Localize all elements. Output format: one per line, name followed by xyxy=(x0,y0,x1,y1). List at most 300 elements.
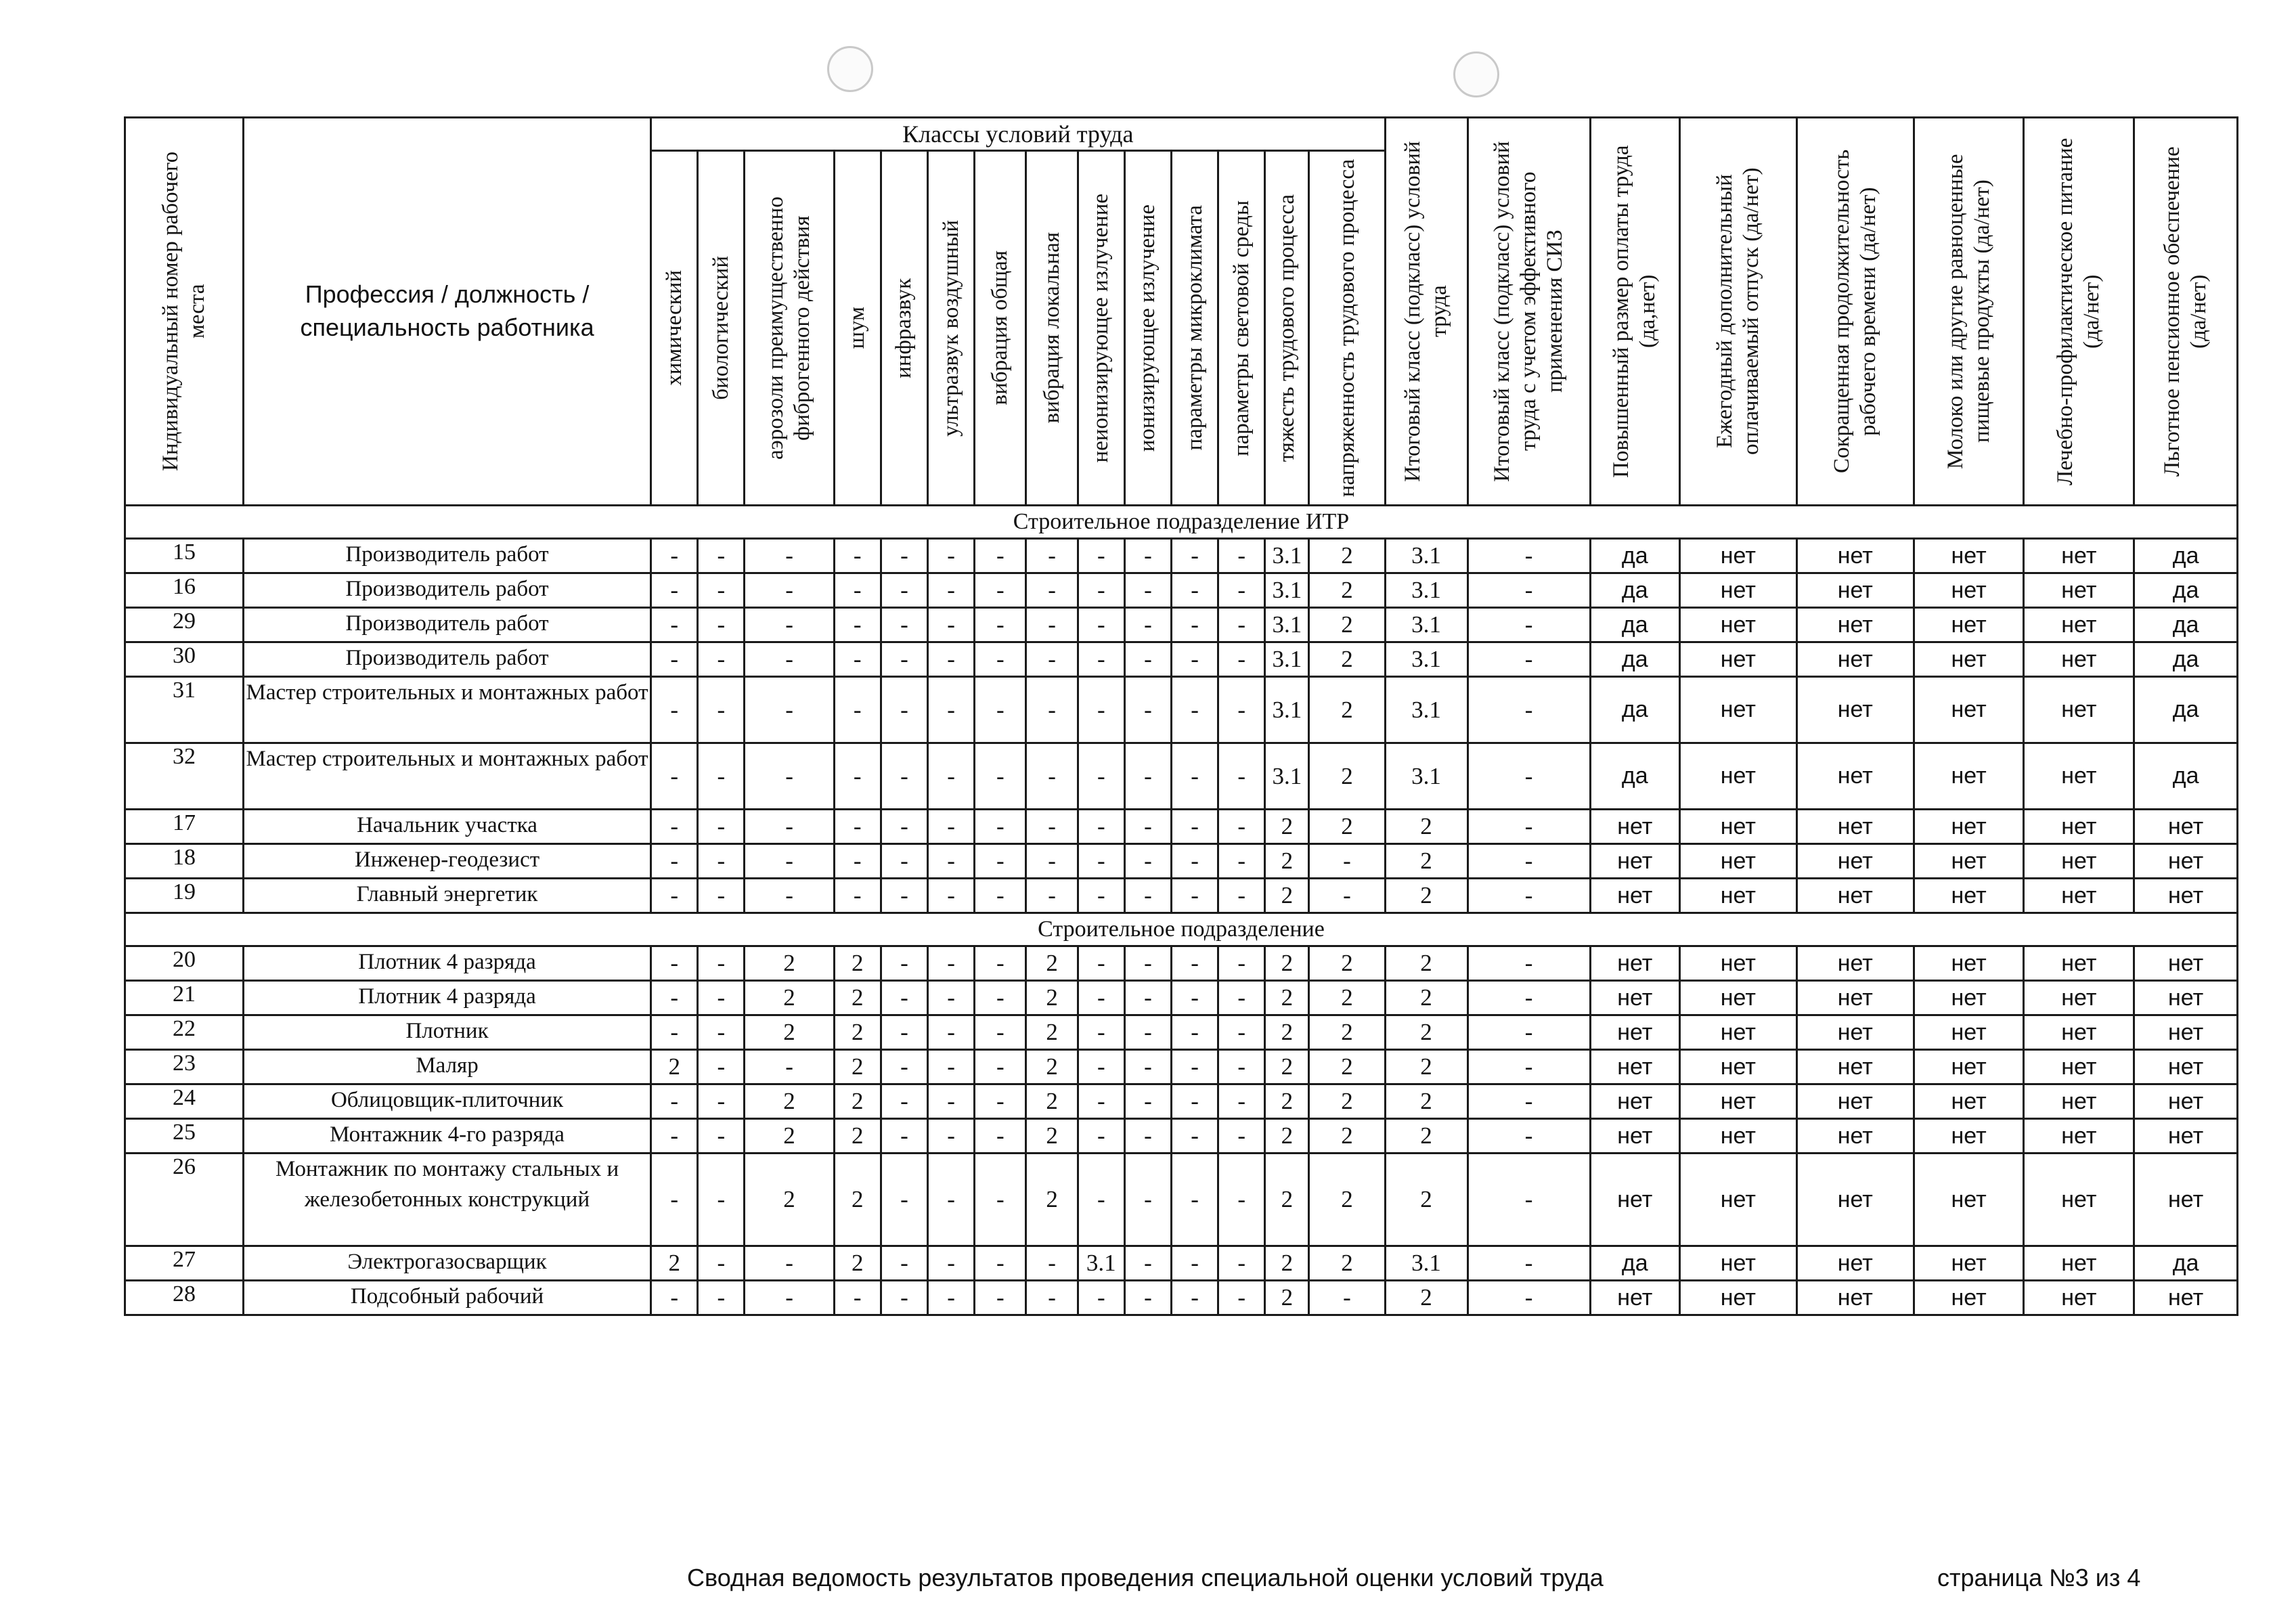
profession-cell: Инженер-геодезист xyxy=(243,844,650,879)
guarantee-cell: нет xyxy=(1796,1281,1914,1315)
factor-class-cell: - xyxy=(975,1015,1026,1050)
factor-class-cell: - xyxy=(1124,677,1171,743)
factor-class-cell: - xyxy=(881,642,927,677)
guarantee-cell: да xyxy=(1590,677,1679,743)
factor-class-cell: - xyxy=(651,1281,698,1315)
factor-class-cell: - xyxy=(651,539,698,573)
factor-class-cell: - xyxy=(834,608,881,642)
header-factor: химический xyxy=(651,151,698,506)
factor-class-cell: - xyxy=(834,573,881,608)
final-class-siz-cell: - xyxy=(1467,743,1590,810)
table-row xyxy=(125,1154,2238,1246)
guarantee-cell: нет xyxy=(1796,642,1914,677)
factor-class-cell: 2 xyxy=(1026,1119,1078,1154)
factor-class-cell: - xyxy=(1078,677,1124,743)
factor-class-cell: - xyxy=(1078,743,1124,810)
factor-class-cell: - xyxy=(1078,608,1124,642)
factor-class-cell: - xyxy=(1218,642,1265,677)
factor-class-cell: - xyxy=(1078,642,1124,677)
factor-class-cell: - xyxy=(1124,1015,1171,1050)
guarantee-cell: нет xyxy=(1796,1084,1914,1119)
factor-class-cell: - xyxy=(745,608,834,642)
guarantee-cell: нет xyxy=(2134,810,2238,844)
guarantee-cell: нет xyxy=(1914,1015,2024,1050)
workplace-number-cell: 18 xyxy=(125,844,244,879)
factor-class-cell: - xyxy=(1078,810,1124,844)
factor-class-cell: 2 xyxy=(1309,642,1385,677)
header-factor: биологический xyxy=(698,151,745,506)
factor-class-cell: - xyxy=(1218,879,1265,913)
final-class-siz-cell: - xyxy=(1467,539,1590,573)
factor-class-cell: - xyxy=(698,1084,745,1119)
guarantee-cell: да xyxy=(2134,1246,2238,1281)
factor-class-cell: 2 xyxy=(1309,1084,1385,1119)
header-factor: вибрация общая xyxy=(975,151,1026,506)
factor-class-cell: - xyxy=(834,810,881,844)
factor-class-cell: - xyxy=(1078,981,1124,1015)
factor-class-cell: - xyxy=(881,1246,927,1281)
factor-class-cell: - xyxy=(1026,539,1078,573)
factor-class-cell: - xyxy=(698,879,745,913)
guarantee-cell: нет xyxy=(2024,981,2134,1015)
final-class-cell: 2 xyxy=(1385,1050,1467,1084)
factor-class-cell: 3.1 xyxy=(1265,573,1309,608)
workplace-number-cell: 21 xyxy=(125,981,244,1015)
factor-class-cell: - xyxy=(1172,1119,1218,1154)
factor-class-cell: - xyxy=(881,1050,927,1084)
factor-class-cell: 2 xyxy=(745,946,834,981)
factor-class-cell: 2 xyxy=(834,981,881,1015)
factor-class-cell: - xyxy=(1172,642,1218,677)
factor-class-cell: - xyxy=(927,1281,974,1315)
guarantee-cell: нет xyxy=(2024,1246,2134,1281)
factor-class-cell: 3.1 xyxy=(1265,743,1309,810)
factor-class-cell: - xyxy=(1172,844,1218,879)
guarantee-cell: нет xyxy=(2134,1015,2238,1050)
factor-class-cell: - xyxy=(1172,1050,1218,1084)
factor-class-cell: - xyxy=(1218,810,1265,844)
factor-class-cell: - xyxy=(834,879,881,913)
guarantee-cell: да xyxy=(2134,642,2238,677)
factor-class-cell: - xyxy=(745,743,834,810)
guarantee-cell: нет xyxy=(2134,1050,2238,1084)
table-row xyxy=(125,743,2238,810)
final-class-siz-cell: - xyxy=(1467,608,1590,642)
guarantee-cell: нет xyxy=(1914,1246,2024,1281)
factor-class-cell: - xyxy=(1218,1119,1265,1154)
guarantee-cell: нет xyxy=(1590,1119,1679,1154)
header-guarantee: Молоко или другие равноценные пищевые продукты (да/нет) xyxy=(1914,118,2024,506)
factor-class-cell: - xyxy=(927,1015,974,1050)
factor-class-cell: 3.1 xyxy=(1078,1246,1124,1281)
factor-class-cell: - xyxy=(1309,844,1385,879)
guarantee-cell: да xyxy=(1590,573,1679,608)
final-class-siz-cell: - xyxy=(1467,946,1590,981)
workplace-number-cell: 27 xyxy=(125,1246,244,1281)
guarantee-cell: да xyxy=(2134,677,2238,743)
workplace-number-cell: 23 xyxy=(125,1050,244,1084)
section-row xyxy=(125,506,2238,539)
header-factor: аэрозоли преимущественно фиброгенного действия xyxy=(745,151,834,506)
table-row xyxy=(125,981,2238,1015)
factor-class-cell: - xyxy=(975,1119,1026,1154)
factor-class-cell: 2 xyxy=(1309,1154,1385,1246)
guarantee-cell: нет xyxy=(1796,1246,1914,1281)
guarantee-cell: нет xyxy=(1590,1281,1679,1315)
header-factor: неионизирующее излучение xyxy=(1078,151,1124,506)
header-guarantee: Сокращенная продолжительность рабочего времени (да/нет) xyxy=(1796,118,1914,506)
guarantee-cell: нет xyxy=(1679,677,1796,743)
factor-class-cell: - xyxy=(1078,946,1124,981)
factor-class-cell: - xyxy=(1124,1050,1171,1084)
factor-class-cell: - xyxy=(1026,642,1078,677)
final-class-cell: 2 xyxy=(1385,946,1467,981)
factor-class-cell: 3.1 xyxy=(1265,539,1309,573)
table-row xyxy=(125,1015,2238,1050)
factor-class-cell: - xyxy=(927,1119,974,1154)
factor-class-cell: - xyxy=(1172,1084,1218,1119)
guarantee-cell: да xyxy=(2134,743,2238,810)
guarantee-cell: нет xyxy=(1590,946,1679,981)
factor-class-cell: - xyxy=(975,810,1026,844)
factor-class-cell: - xyxy=(1078,573,1124,608)
profession-cell: Производитель работ xyxy=(243,608,650,642)
document-footer-title: Сводная ведомость результатов проведения специальной оценки условий труда xyxy=(687,1564,1604,1591)
factor-class-cell: - xyxy=(1218,539,1265,573)
factor-class-cell: - xyxy=(975,981,1026,1015)
factor-class-cell: 2 xyxy=(1309,608,1385,642)
guarantee-cell: нет xyxy=(2024,573,2134,608)
profession-cell: Облицовщик-плиточник xyxy=(243,1084,650,1119)
factor-class-cell: - xyxy=(651,608,698,642)
factor-class-cell: - xyxy=(745,573,834,608)
factor-class-cell: - xyxy=(1078,879,1124,913)
factor-class-cell: 2 xyxy=(1309,573,1385,608)
header-factor: параметры световой среды xyxy=(1218,151,1265,506)
factor-class-cell: - xyxy=(927,677,974,743)
final-class-cell: 2 xyxy=(1385,879,1467,913)
factor-class-cell: - xyxy=(881,1119,927,1154)
guarantee-cell: нет xyxy=(2024,1084,2134,1119)
guarantee-cell: нет xyxy=(2024,539,2134,573)
factor-class-cell: - xyxy=(1218,1281,1265,1315)
factor-class-cell: - xyxy=(651,844,698,879)
final-class-siz-cell: - xyxy=(1467,642,1590,677)
header-factor: шум xyxy=(834,151,881,506)
profession-cell: Электрогазосварщик xyxy=(243,1246,650,1281)
profession-cell: Монтажник по монтажу стальных и железобетонных конструкций xyxy=(243,1154,650,1246)
guarantee-cell: нет xyxy=(1679,743,1796,810)
factor-class-cell: - xyxy=(881,743,927,810)
factor-class-cell: - xyxy=(698,642,745,677)
factor-class-cell: - xyxy=(1078,1084,1124,1119)
guarantee-cell: нет xyxy=(2024,1015,2134,1050)
factor-class-cell: - xyxy=(1078,539,1124,573)
profession-cell: Производитель работ xyxy=(243,642,650,677)
final-class-cell: 3.1 xyxy=(1385,642,1467,677)
factor-class-cell: - xyxy=(651,743,698,810)
factor-class-cell: - xyxy=(1078,1050,1124,1084)
guarantee-cell: нет xyxy=(1914,573,2024,608)
final-class-siz-cell: - xyxy=(1467,1246,1590,1281)
guarantee-cell: нет xyxy=(1679,573,1796,608)
factor-class-cell: - xyxy=(975,743,1026,810)
factor-class-cell: 2 xyxy=(1309,1050,1385,1084)
table-row xyxy=(125,608,2238,642)
factor-class-cell: - xyxy=(975,642,1026,677)
header-final-class: Итоговый класс (подкласс) условий труда xyxy=(1385,118,1467,506)
factor-class-cell: - xyxy=(745,844,834,879)
factor-class-cell: - xyxy=(1124,1154,1171,1246)
guarantee-cell: да xyxy=(1590,642,1679,677)
factor-class-cell: 2 xyxy=(745,981,834,1015)
guarantee-cell: нет xyxy=(1590,981,1679,1015)
factor-class-cell: - xyxy=(1124,539,1171,573)
factor-class-cell: - xyxy=(1172,1015,1218,1050)
factor-class-cell: 2 xyxy=(1309,1246,1385,1281)
factor-class-cell: - xyxy=(881,1154,927,1246)
workplace-number-cell: 30 xyxy=(125,642,244,677)
guarantee-cell: нет xyxy=(1679,844,1796,879)
guarantee-cell: нет xyxy=(1796,539,1914,573)
factor-class-cell: - xyxy=(834,677,881,743)
factor-class-cell: - xyxy=(1026,1246,1078,1281)
guarantee-cell: нет xyxy=(2134,981,2238,1015)
factor-class-cell: - xyxy=(1078,1154,1124,1246)
header-final-class-siz: Итоговый класс (подкласс) условий труда с учетом эффективного применения СИЗ xyxy=(1467,118,1590,506)
profession-cell: Маляр xyxy=(243,1050,650,1084)
factor-class-cell: - xyxy=(927,810,974,844)
header-classes-group: Классы условий труда xyxy=(651,118,1385,151)
factor-class-cell: - xyxy=(698,1246,745,1281)
factor-class-cell: - xyxy=(975,573,1026,608)
guarantee-cell: нет xyxy=(2134,879,2238,913)
factor-class-cell: - xyxy=(651,677,698,743)
table-row xyxy=(125,879,2238,913)
factor-class-cell: - xyxy=(975,844,1026,879)
factor-class-cell: - xyxy=(881,981,927,1015)
factor-class-cell: - xyxy=(975,608,1026,642)
factor-class-cell: 2 xyxy=(1309,1119,1385,1154)
header-guarantee: Ежегодный дополнительный оплачиваемый отпуск (да/нет) xyxy=(1679,118,1796,506)
factor-class-cell: - xyxy=(881,608,927,642)
guarantee-cell: нет xyxy=(1679,1281,1796,1315)
factor-class-cell: - xyxy=(1026,1281,1078,1315)
factor-class-cell: - xyxy=(881,677,927,743)
factor-class-cell: 2 xyxy=(834,1154,881,1246)
workplace-number-cell: 26 xyxy=(125,1154,244,1246)
final-class-siz-cell: - xyxy=(1467,810,1590,844)
workplace-number-cell: 25 xyxy=(125,1119,244,1154)
factor-class-cell: - xyxy=(1124,1281,1171,1315)
factor-class-cell: - xyxy=(651,1084,698,1119)
factor-class-cell: - xyxy=(1172,608,1218,642)
factor-class-cell: - xyxy=(975,1050,1026,1084)
table-row xyxy=(125,573,2238,608)
profession-cell: Производитель работ xyxy=(243,573,650,608)
factor-class-cell: - xyxy=(698,539,745,573)
factor-class-cell: - xyxy=(834,1281,881,1315)
factor-class-cell: - xyxy=(1218,608,1265,642)
profession-cell: Мастер строительных и монтажных работ xyxy=(243,677,650,743)
workplace-number-cell: 19 xyxy=(125,879,244,913)
factor-class-cell: - xyxy=(1218,946,1265,981)
guarantee-cell: нет xyxy=(1796,1015,1914,1050)
profession-cell: Мастер строительных и монтажных работ xyxy=(243,743,650,810)
factor-class-cell: - xyxy=(881,879,927,913)
workplace-number-cell: 32 xyxy=(125,743,244,810)
factor-class-cell: - xyxy=(1218,1015,1265,1050)
factor-class-cell: - xyxy=(1172,981,1218,1015)
factor-class-cell: - xyxy=(698,608,745,642)
guarantee-cell: нет xyxy=(1796,1119,1914,1154)
guarantee-cell: да xyxy=(2134,573,2238,608)
header-factor: ультразвук воздушный xyxy=(927,151,974,506)
guarantee-cell: нет xyxy=(2134,1084,2238,1119)
factor-class-cell: - xyxy=(1124,743,1171,810)
factor-class-cell: - xyxy=(1218,981,1265,1015)
factor-class-cell: - xyxy=(1172,946,1218,981)
factor-class-cell: 2 xyxy=(1026,946,1078,981)
factor-class-cell: - xyxy=(1124,981,1171,1015)
final-class-siz-cell: - xyxy=(1467,879,1590,913)
profession-cell: Производитель работ xyxy=(243,539,650,573)
guarantee-cell: нет xyxy=(1679,946,1796,981)
factor-class-cell: - xyxy=(1078,1015,1124,1050)
final-class-siz-cell: - xyxy=(1467,1154,1590,1246)
guarantee-cell: нет xyxy=(2024,677,2134,743)
factor-class-cell: - xyxy=(1172,1281,1218,1315)
factor-class-cell: - xyxy=(834,642,881,677)
factor-class-cell: - xyxy=(745,1281,834,1315)
factor-class-cell: - xyxy=(975,946,1026,981)
factor-class-cell: - xyxy=(698,1050,745,1084)
guarantee-cell: нет xyxy=(1796,844,1914,879)
workplace-number-cell: 15 xyxy=(125,539,244,573)
factor-class-cell: - xyxy=(1078,1281,1124,1315)
guarantee-cell: нет xyxy=(2024,946,2134,981)
factor-class-cell: - xyxy=(1218,573,1265,608)
final-class-siz-cell: - xyxy=(1467,573,1590,608)
workplace-number-cell: 17 xyxy=(125,810,244,844)
factor-class-cell: - xyxy=(1172,743,1218,810)
guarantee-cell: нет xyxy=(1914,608,2024,642)
profession-cell: Плотник xyxy=(243,1015,650,1050)
guarantee-cell: нет xyxy=(1914,743,2024,810)
factor-class-cell: - xyxy=(698,946,745,981)
guarantee-cell: нет xyxy=(1679,879,1796,913)
factor-class-cell: - xyxy=(1309,879,1385,913)
factor-class-cell: 2 xyxy=(1265,946,1309,981)
factor-class-cell: 2 xyxy=(1026,1154,1078,1246)
factor-class-cell: 2 xyxy=(834,1119,881,1154)
guarantee-cell: да xyxy=(2134,539,2238,573)
factor-class-cell: - xyxy=(745,539,834,573)
factor-class-cell: 2 xyxy=(1309,981,1385,1015)
factor-class-cell: - xyxy=(927,608,974,642)
table-row xyxy=(125,642,2238,677)
factor-class-cell: - xyxy=(927,1154,974,1246)
factor-class-cell: - xyxy=(1218,844,1265,879)
guarantee-cell: нет xyxy=(1590,1154,1679,1246)
table-row xyxy=(125,1119,2238,1154)
factor-class-cell: - xyxy=(1172,1246,1218,1281)
factor-class-cell: - xyxy=(651,946,698,981)
factor-class-cell: - xyxy=(698,743,745,810)
guarantee-cell: нет xyxy=(1679,1084,1796,1119)
factor-class-cell: - xyxy=(1124,573,1171,608)
header-workplace-number: Индивидуальный номер рабочего места xyxy=(125,118,244,506)
guarantee-cell: нет xyxy=(1590,879,1679,913)
guarantee-cell: нет xyxy=(1796,981,1914,1015)
profession-cell: Монтажник 4-го разряда xyxy=(243,1119,650,1154)
table-row xyxy=(125,946,2238,981)
factor-class-cell: - xyxy=(1124,946,1171,981)
factor-class-cell: - xyxy=(1124,1246,1171,1281)
factor-class-cell: - xyxy=(1309,1281,1385,1315)
factor-class-cell: - xyxy=(881,573,927,608)
factor-class-cell: - xyxy=(927,743,974,810)
factor-class-cell: - xyxy=(698,810,745,844)
factor-class-cell: 2 xyxy=(1265,1119,1309,1154)
guarantee-cell: нет xyxy=(2024,1154,2134,1246)
guarantee-cell: нет xyxy=(1796,677,1914,743)
factor-class-cell: - xyxy=(1218,1246,1265,1281)
guarantee-cell: нет xyxy=(1590,1015,1679,1050)
table-row xyxy=(125,539,2238,573)
factor-class-cell: 2 xyxy=(1309,539,1385,573)
final-class-cell: 2 xyxy=(1385,1119,1467,1154)
factor-class-cell: 2 xyxy=(834,1050,881,1084)
factor-class-cell: 2 xyxy=(1265,1154,1309,1246)
factor-class-cell: - xyxy=(1124,1084,1171,1119)
factor-class-cell: - xyxy=(745,1246,834,1281)
section-title: Строительное подразделение ИТР xyxy=(125,506,2238,539)
guarantee-cell: нет xyxy=(2024,1050,2134,1084)
factor-class-cell: - xyxy=(745,642,834,677)
guarantee-cell: нет xyxy=(2134,1281,2238,1315)
section-title: Строительное подразделение xyxy=(125,913,2238,946)
factor-class-cell: - xyxy=(745,810,834,844)
factor-class-cell: - xyxy=(1026,810,1078,844)
factor-class-cell: - xyxy=(651,1119,698,1154)
factor-class-cell: - xyxy=(745,1050,834,1084)
workplace-number-cell: 16 xyxy=(125,573,244,608)
factor-class-cell: - xyxy=(1026,608,1078,642)
guarantee-cell: нет xyxy=(1590,1084,1679,1119)
factor-class-cell: - xyxy=(1124,608,1171,642)
page-number: страница №3 из 4 xyxy=(1937,1564,2141,1591)
guarantee-cell: нет xyxy=(1914,642,2024,677)
factor-class-cell: - xyxy=(1124,879,1171,913)
guarantee-cell: нет xyxy=(2134,844,2238,879)
factor-class-cell: - xyxy=(1172,810,1218,844)
factor-class-cell: 2 xyxy=(1265,879,1309,913)
section-row xyxy=(125,913,2238,946)
factor-class-cell: - xyxy=(927,642,974,677)
table-row xyxy=(125,1084,2238,1119)
factor-class-cell: 2 xyxy=(1265,810,1309,844)
factor-class-cell: 2 xyxy=(1026,1084,1078,1119)
guarantee-cell: нет xyxy=(2024,1281,2134,1315)
guarantee-cell: да xyxy=(1590,743,1679,810)
factor-class-cell: 2 xyxy=(1026,981,1078,1015)
factor-class-cell: - xyxy=(651,981,698,1015)
factor-class-cell: - xyxy=(698,677,745,743)
final-class-siz-cell: - xyxy=(1467,677,1590,743)
factor-class-cell: - xyxy=(1172,879,1218,913)
header-factor: напряженность трудового процесса xyxy=(1309,151,1385,506)
